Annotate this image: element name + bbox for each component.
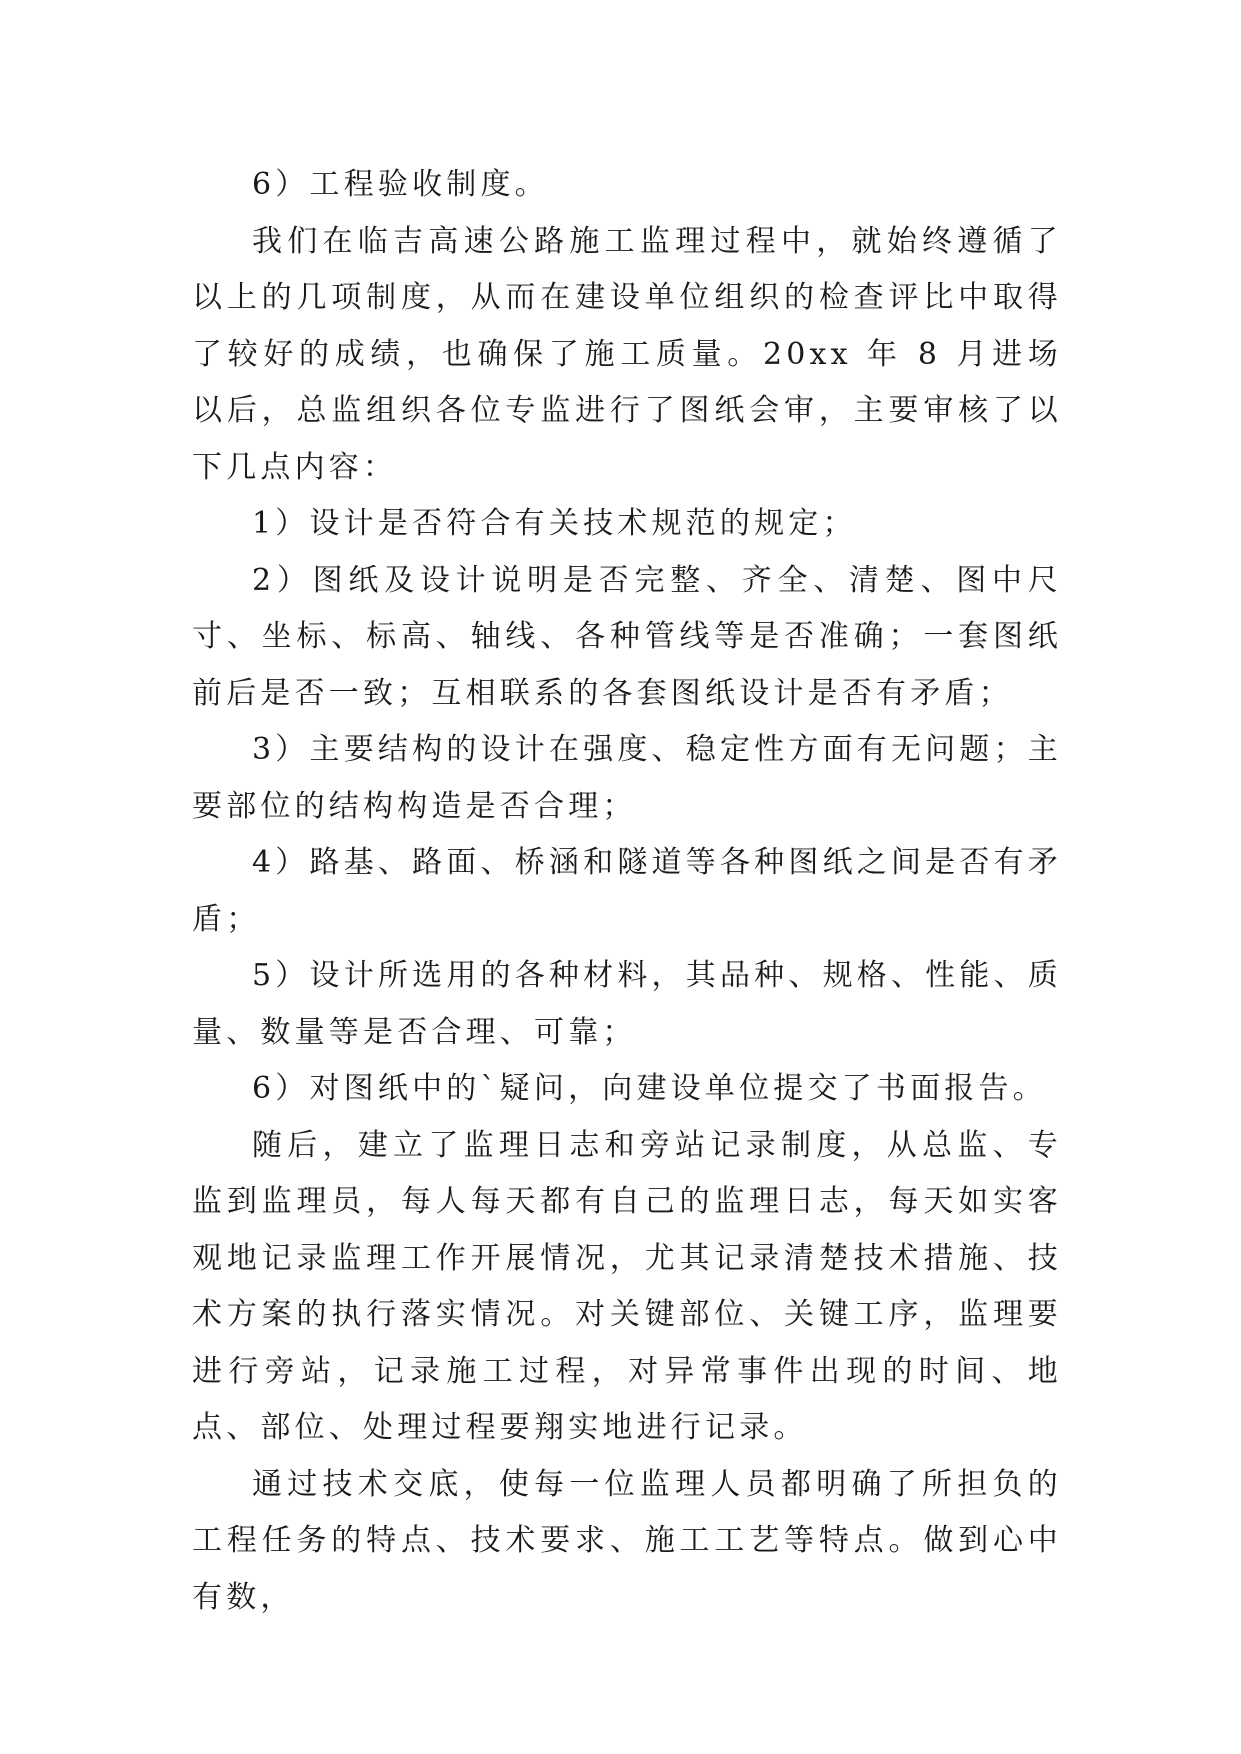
paragraph-4: 2）图纸及设计说明是否完整、齐全、清楚、图中尺寸、坐标、标高、轴线、各种管线等是否准确；一套图纸前后是否一致；互相联系的各套图纸设计是否有矛盾； [192, 562, 1062, 711]
paragraph-9: 随后，建立了监理日志和旁站记录制度，从总监、专监到监理员，每人每天都有自己的监理日志，每天如实客观地记录监理工作开展情况，尤其记录清楚技术措施、技术方案的执行落实情况。对关键部位、关键工序，监理要进行旁站，记录施工过程，对异常事件出现的时间、地点、部位、处理过程要翔实地进行记录。 [192, 1127, 1062, 1445]
paragraph-10: 通过技术交底，使每一位监理人员都明确了所担负的工程任务的特点、技术要求、施工工艺等特点。做到心中有数， [192, 1466, 1062, 1615]
paragraph-3: 1）设计是否符合有关技术规范的规定； [252, 506, 857, 541]
paragraph-6: 4）路基、路面、桥涵和隧道等各种图纸之间是否有矛盾； [192, 845, 1062, 937]
paragraph-2: 我们在临吉高速公路施工监理过程中，就始终遵循了以上的几项制度，从而在建设单位组织的检查评比中取得了较好的成绩，也确保了施工质量。20xx 年 8 月进场以后，总监组织各位专监进行了图纸会审，主要审核了以下几点内容： [192, 223, 1062, 485]
body-text [192, 157, 1062, 1626]
paragraph-5: 3）主要结构的设计在强度、稳定性方面有无问题；主要部位的结构构造是否合理； [192, 732, 1062, 824]
paragraph-7: 5）设计所选用的各种材料，其品种、规格、性能、质量、数量等是否合理、可靠； [192, 958, 1062, 1050]
paragraph-1: 6）工程验收制度。 [252, 167, 549, 202]
paragraph-8: 6）对图纸中的`疑问，向建设单位提交了书面报告。 [252, 1071, 1047, 1106]
